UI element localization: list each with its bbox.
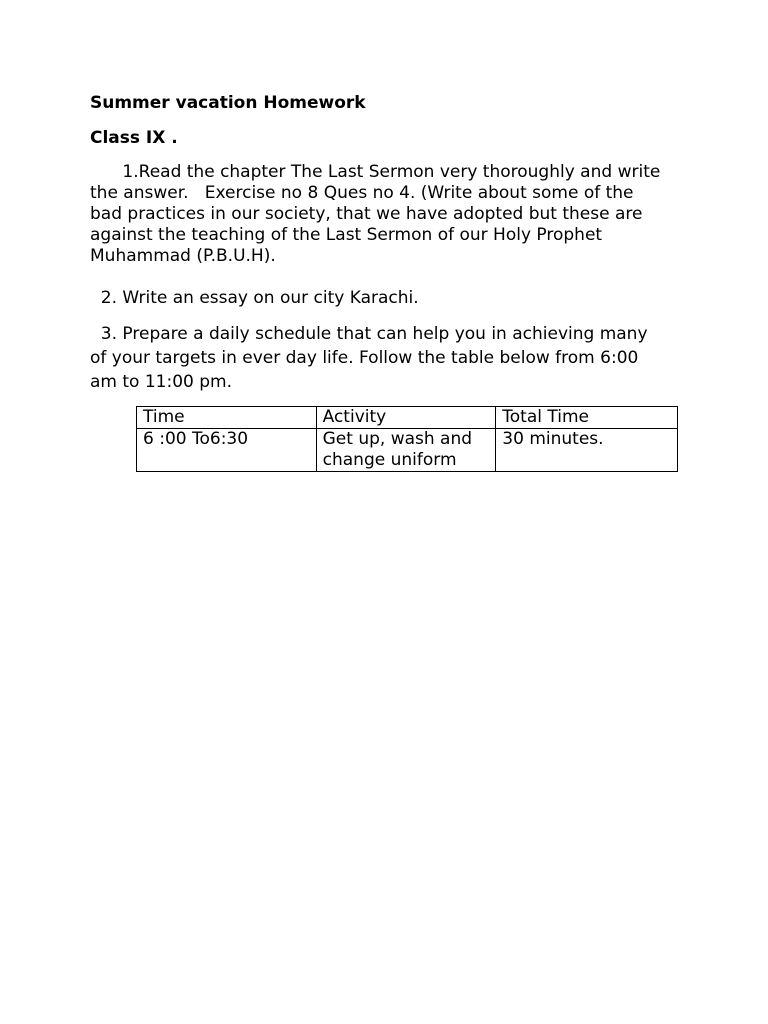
homework-item-3 [90,322,690,394]
item-1-line: the answer. Exercise no 8 Ques no 4. (Write about some of the [90,183,634,203]
cell-time: 6 :00 To6:30 [137,429,317,472]
activity-line: change uniform [322,450,457,470]
cell-activity [316,429,496,472]
item-3-line: am to 11:00 pm. [90,372,233,392]
item-3-line: 3. Prepare a daily schedule that can help you in achieving many [90,324,648,344]
document-title: Summer vacation Homework [90,93,366,113]
item-3-line: of your targets in ever day life. Follow the table below from 6:00 [90,348,639,368]
header-time: Time [137,407,317,429]
cell-total-time: 30 minutes. [496,429,678,472]
class-label: Class IX . [90,128,178,148]
header-total-time: Total Time [496,407,678,429]
table-row [137,429,678,472]
header-activity: Activity [316,407,496,429]
activity-line: Get up, wash and [322,429,473,449]
item-1-line: bad practices in our society, that we have adopted but these are [90,204,643,224]
item-1-line: Muhammad (P.B.U.H). [90,246,276,266]
schedule-table [136,406,678,472]
homework-item-1 [90,162,690,267]
homework-item-2: 2. Write an essay on our city Karachi. [90,288,419,308]
item-1-line: 1.Read the chapter The Last Sermon very thoroughly and write [90,162,661,182]
table-header-row [137,407,678,429]
item-1-line: against the teaching of the Last Sermon of our Holy Prophet [90,225,603,245]
